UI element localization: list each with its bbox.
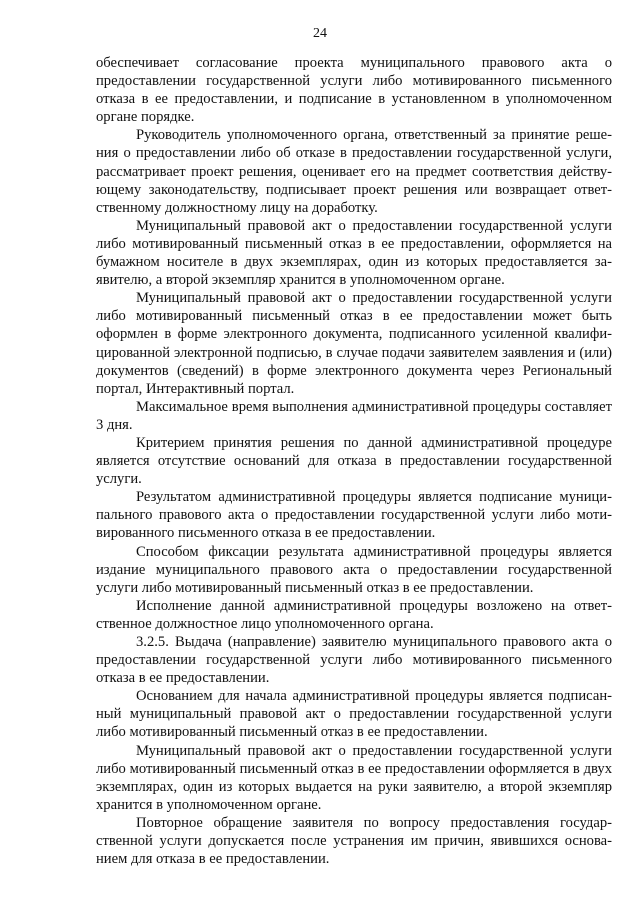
- paragraph: Муниципальный правовой акт о предоставлении государственной услуги либо мотивированный письменный отказ в ее предоставлении, оформляется на бумажном носителе в двух экземплярах, один из которых предоставляется заявителю, а второй экземпляр хранится в уполномоченном органе.: [96, 217, 612, 289]
- paragraph: Максимальное время выполнения административной процедуры составляет 3 дня.: [96, 398, 612, 433]
- paragraph: Результатом административной процедуры является подписание муниципального правового акта о предоставлении государственной услуги либо мотивированного письменного отказа в ее предоставлении.: [96, 489, 612, 542]
- paragraph: Муниципальный правовой акт о предоставлении государственной услуги либо мотивированный письменный отказ в ее предоставлении может быть оформлен в форме электронного документа, подписанного усиленной квалифицированной электронной подписью, в случае подачи заявителем заявления и (или) документов (сведений) в форме электронного документа через Региональный портал, Интерактивный портал.: [96, 290, 612, 397]
- paragraph: Руководитель уполномоченного органа, ответственный за принятие решения о предоставлении либо об отказе в предоставлении государственной услуги, рассматривает проект решения, оценивает его на предмет соответствия действующему законодательству, подписывает проект решения или возвращает ответственному должностному лицу на доработку.: [96, 127, 612, 216]
- paragraph: Критерием принятия решения по данной административной процедуре является отсутствие оснований для отказа в предоставлении государственной услуги.: [96, 434, 612, 488]
- paragraph: Способом фиксации результата административной процедуры является издание муниципального правового акта о предоставлении государственной услуги либо мотивированный письменный отказ в ее предоставлении.: [96, 543, 612, 596]
- paragraph-continuation: обеспечивает согласование проекта муниципального правового акта о предоставлении государственной услуги либо мотивированного письменного отказа в ее предоставлении, и подписание в установленном в уполномоченном органе порядке.: [96, 55, 612, 126]
- paragraph: Муниципальный правовой акт о предоставлении государственной услуги либо мотивированный письменный отказ в ее предоставлении оформляется в двух экземплярах, один из которых выдается на руки заявителю, а второй экземпляр хранится в уполномоченном органе.: [96, 742, 612, 813]
- page-number: 24: [313, 26, 327, 41]
- paragraph: Исполнение данной административной процедуры возложено на ответственное должностное лицо уполномоченного органа.: [96, 597, 612, 632]
- document-body: [96, 54, 612, 868]
- section-heading-paragraph: 3.2.5. Выдача (направление) заявителю муниципального правового акта о предоставлении государственной услуги либо мотивированного письменного отказа в ее предоставлении.: [96, 634, 612, 687]
- paragraph: Основанием для начала административной процедуры является подписанный муниципальный правовой акт о предоставлении государственной услуги либо мотивированный письменный отказ в ее предоставлении.: [96, 688, 612, 741]
- paragraph: Повторное обращение заявителя по вопросу предоставления государственной услуги допускается после устранения им причин, явившихся основанием для отказа в ее предоставлении.: [96, 814, 612, 868]
